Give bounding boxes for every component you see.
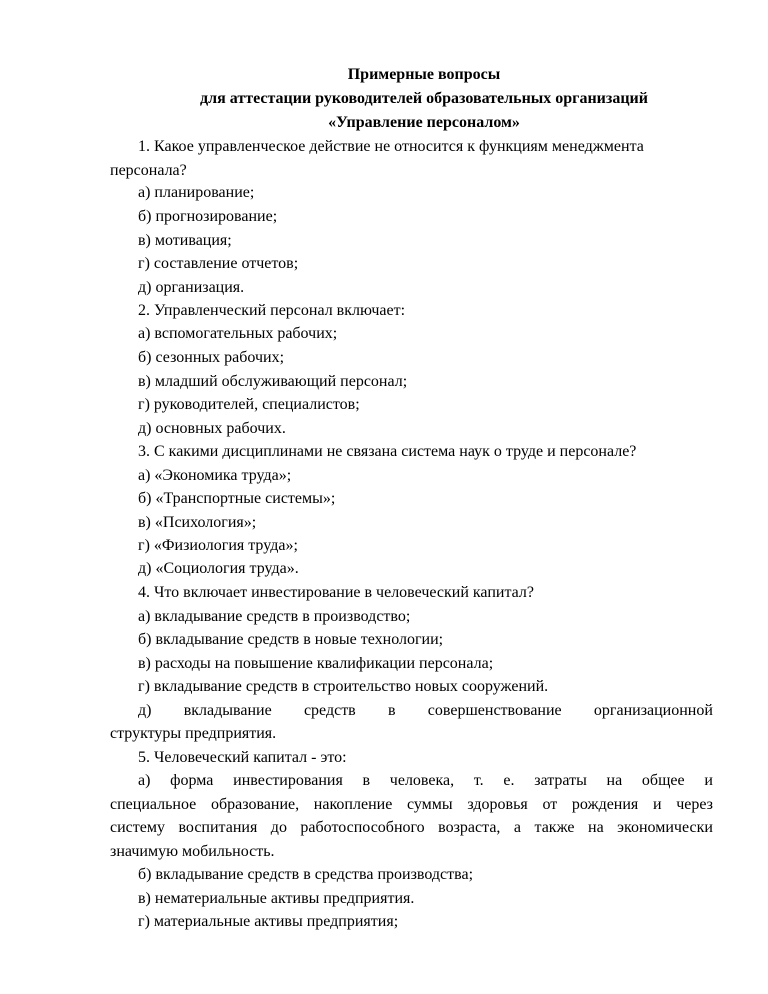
word: систему [110,819,165,836]
question-3-option-c: в) «Психология»; [138,514,257,531]
question-2-option-d: г) руководителей, специалистов; [138,396,360,413]
word: вкладывание [183,702,272,719]
question-4-text: 4. Что включает инвестирование в человеческий капитал? [138,584,534,601]
word: возраста, [438,819,501,836]
question-4-option-a: а) вкладывание средств в производство; [138,608,411,625]
question-5-option-a-cont-3: значимую мобильность. [110,843,275,860]
word: инвестирования [233,772,343,789]
question-5-option-b: б) вкладывание средств в средства производства; [138,866,474,883]
word: и [704,772,713,789]
question-5-option-d: г) материальные активы предприятия; [138,913,399,930]
question-4-option-e [138,700,713,722]
word: т. [473,772,484,789]
question-5-option-a-cont-1 [110,794,713,816]
word: е. [503,772,515,789]
question-1-text: 1. Какое управленческое действие не относится к функциям менеджмента [138,138,644,155]
word: общее [641,772,685,789]
question-5-option-a-cont-2 [110,817,713,839]
word: через [676,796,713,813]
question-4-option-e-cont: структуры предприятия. [110,725,277,742]
word: в [387,702,396,719]
word: затраты [534,772,587,789]
question-5-text: 5. Человеческий капитал - это: [138,749,347,766]
word: и [652,796,662,813]
question-4-option-b: б) вкладывание средств в новые технологии; [138,631,444,648]
word: д) [138,702,152,719]
question-2-option-c: в) младший обслуживающий персонал; [138,373,408,390]
word: экономически [617,819,713,836]
question-3-option-b: б) «Транспортные системы»; [138,490,336,507]
word: работоспособного [300,819,425,836]
document-topic: «Управление персоналом» [328,114,520,131]
word: накопление [313,796,393,813]
question-4-option-d: г) вкладывание средств в строительство новых сооружений. [138,678,549,695]
question-2-option-b: б) сезонных рабочих; [138,349,285,366]
question-1-option-e: д) организация. [138,279,245,296]
question-5-option-c: в) нематериальные активы предприятия. [138,890,415,907]
word: а [513,819,522,836]
word: образование, [210,796,300,813]
word: от [542,796,558,813]
word: а) [138,772,151,789]
word: на [606,772,623,789]
question-4-option-c: в) расходы на повышение квалификации персонала; [138,655,494,672]
question-5-option-a [138,770,713,792]
word: до [270,819,287,836]
question-3-option-e: д) «Социология труда». [138,560,299,577]
word: в [362,772,371,789]
word: совершенствование [427,702,562,719]
word: организационной [593,702,713,719]
question-3-option-d: г) «Физиология труда»; [138,537,298,554]
question-2-text: 2. Управленческий персонал включает: [138,302,406,319]
question-1-text-cont: персонала? [110,162,187,179]
word: форма [170,772,214,789]
word: воспитания [178,819,258,836]
word: специальное [110,796,197,813]
word: человека, [389,772,455,789]
document-subtitle: для аттестации руководителей образовательных организаций [200,90,648,107]
word: на [588,819,604,836]
document-title: Примерные вопросы [347,66,501,83]
question-3-text: 3. С какими дисциплинами не связана система наук о труде и персонале? [138,443,637,460]
word: средств [303,702,356,719]
question-2-option-a: а) вспомогательных рабочих; [138,325,338,342]
question-1-option-c: в) мотивация; [138,232,232,249]
question-3-option-a: а) «Экономика труда»; [138,467,292,484]
question-1-option-d: г) составление отчетов; [138,255,299,272]
word: рождения [571,796,639,813]
word: здоровья [467,796,528,813]
question-2-option-e: д) основных рабочих. [138,420,286,437]
question-1-option-a: а) планирование; [138,184,255,201]
word: также [534,819,575,836]
word: суммы [406,796,453,813]
question-1-option-b: б) прогнозирование; [138,208,278,225]
